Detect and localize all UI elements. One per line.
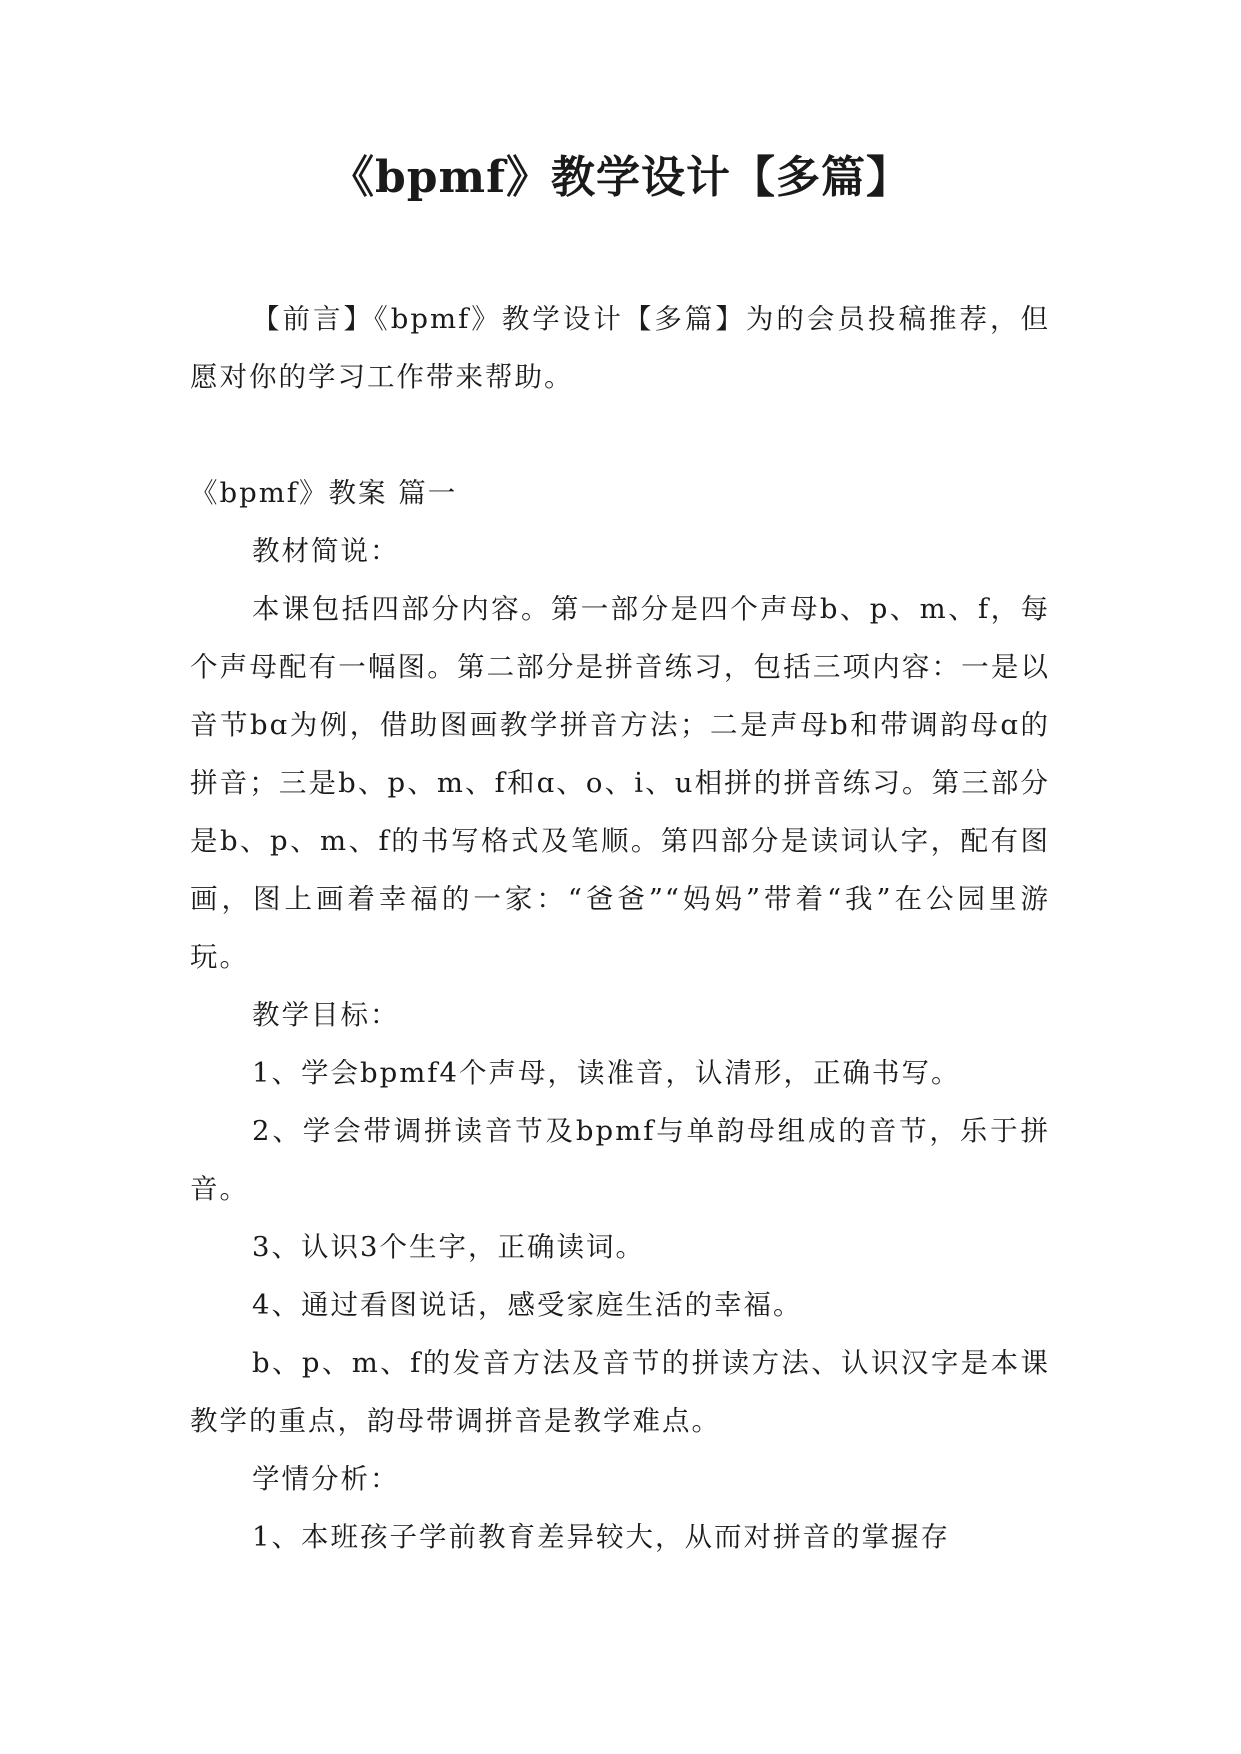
paragraph-analysis-label: 学情分析： [252, 1463, 400, 1495]
paragraph-key-points: b、p、m、f的发音方法及音节的拼读方法、认识汉字是本课教学的重点，韵母带调拼音是教学难点。 [190, 1347, 1050, 1437]
paragraph-materials: 本课包括四部分内容。第一部分是四个声母b、p、m、f，每个声母配有一幅图。第二部分是拼音练习，包括三项内容：一是以音节bɑ为例，借助图画教学拼音方法；二是声母b和带调韵母ɑ的拼音；三是b、p、m、f和ɑ、o、i、u相拼的拼音练习。第三部分是b、p、m、f的书写格式及笔顺。第四部分是读词认字，配有图画，图上画着幸福的一家：“爸爸”“妈妈”带着“我”在公园里游玩。 [190, 593, 1050, 973]
paragraph-analysis-1: 1、本班孩子学前教育差异较大，从而对拼音的掌握存 [252, 1521, 950, 1553]
page-title: 《bpmf》教学设计【多篇】 [329, 152, 911, 203]
paragraph-goal-2: 2、学会带调拼读音节及bpmf与单韵母组成的音节，乐于拼音。 [190, 1115, 1050, 1205]
paragraph-goal-3: 3、认识3个生字，正确读词。 [252, 1231, 645, 1263]
section-heading: 《bpmf》教案 篇一 [190, 477, 458, 509]
paragraph-materials-label: 教材简说： [252, 535, 400, 567]
spacer [190, 406, 1050, 464]
paragraph-goals-label: 教学目标： [252, 999, 400, 1031]
paragraph-goal-4: 4、通过看图说话，感受家庭生活的幸福。 [252, 1289, 803, 1321]
preface-paragraph: 【前言】《bpmf》教学设计【多篇】为的会员投稿推荐，但愿对你的学习工作带来帮助。 [190, 303, 1050, 393]
document-body [190, 290, 1050, 1566]
paragraph-goal-1: 1、学会bpmf4个声母，读准音，认清形，正确书写。 [252, 1057, 961, 1089]
